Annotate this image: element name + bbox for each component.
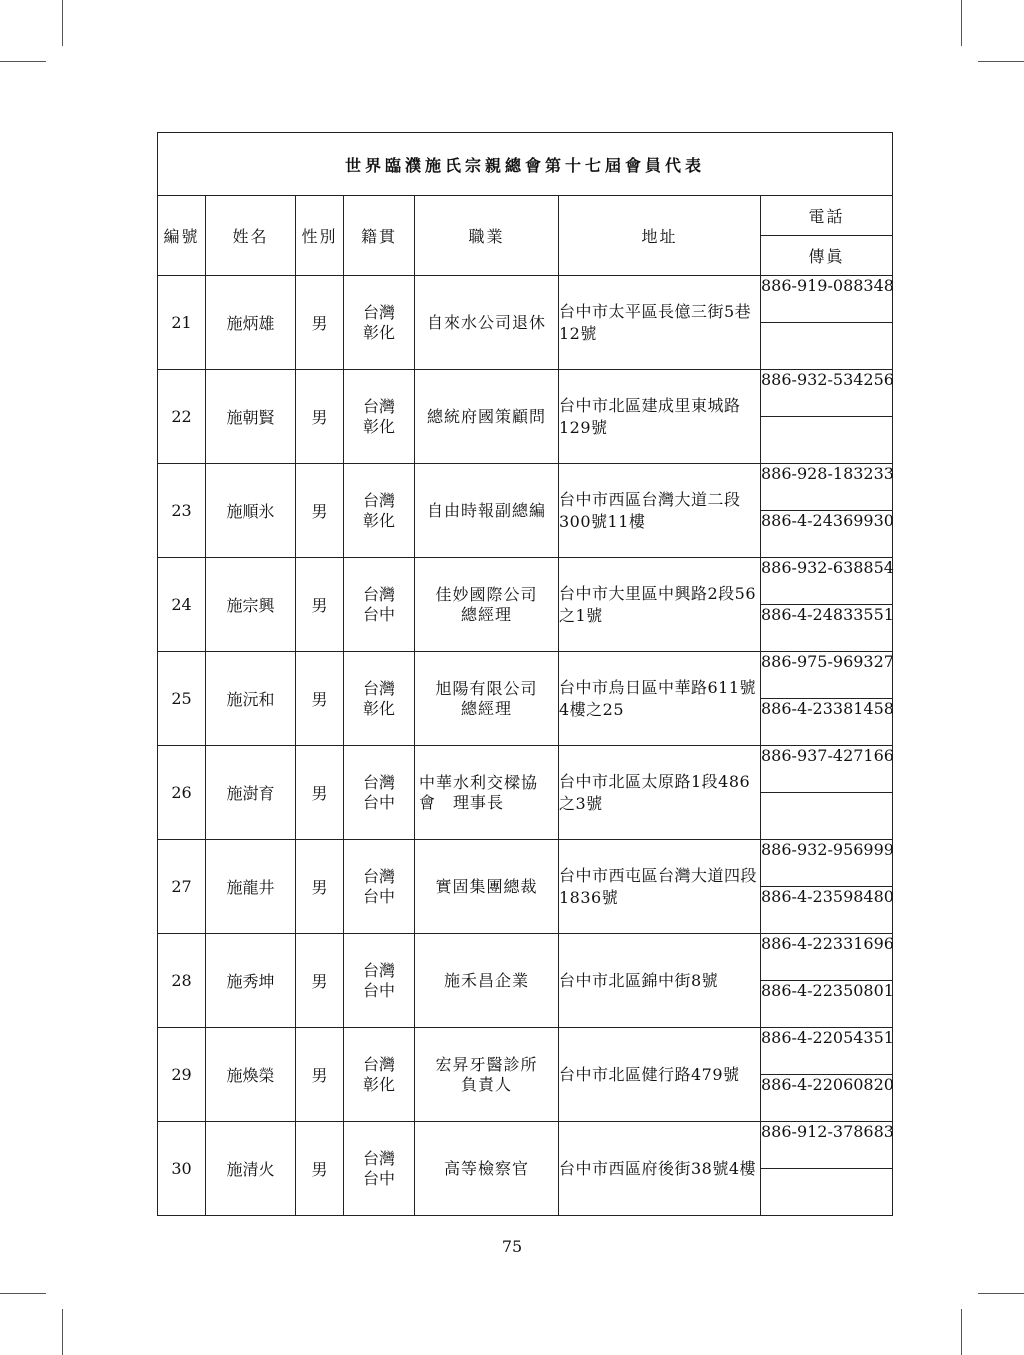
table-row	[158, 464, 893, 511]
cell-gender: 男	[296, 1122, 344, 1216]
cell-fax: 886-4-22350801	[761, 981, 893, 1028]
cell-phone: 886-4-22331696	[761, 934, 893, 981]
cell-gender: 男	[296, 652, 344, 746]
cell-fax: 886-4-22060820	[761, 1075, 893, 1122]
cell-address: 台中市西屯區台灣大道四段1836號	[559, 840, 761, 934]
cell-number: 30	[158, 1122, 206, 1216]
cell-phone: 886-932-638854	[761, 558, 893, 605]
occupation-line: 宏昇牙醫診所	[435, 1054, 538, 1074]
origin-country: 台灣	[362, 1054, 395, 1074]
origin-county: 台中	[362, 792, 395, 812]
cell-gender: 男	[296, 1028, 344, 1122]
header-occupation: 職業	[415, 196, 559, 276]
crop-mark	[62, 1309, 63, 1355]
cell-number: 29	[158, 1028, 206, 1122]
origin-country: 台灣	[362, 960, 395, 980]
cell-phone: 886-928-183233	[761, 464, 893, 511]
origin-county: 彰化	[362, 416, 395, 436]
cell-number: 22	[158, 370, 206, 464]
cell-name: 施炳雄	[206, 276, 296, 370]
origin-country: 台灣	[362, 584, 395, 604]
cell-occupation	[415, 840, 559, 934]
cell-phone: 886-932-956999	[761, 840, 893, 887]
occupation-line: 高等檢察官	[443, 1158, 529, 1178]
cell-address: 台中市西區台灣大道二段300號11樓	[559, 464, 761, 558]
table-row	[158, 652, 893, 699]
table-row	[158, 1028, 893, 1075]
cell-origin	[344, 1028, 415, 1122]
origin-county: 台中	[362, 886, 395, 906]
cell-gender: 男	[296, 558, 344, 652]
cell-origin	[344, 558, 415, 652]
occupation-line: 總經理	[460, 698, 512, 718]
cell-origin	[344, 934, 415, 1028]
table-row	[158, 1122, 893, 1169]
cell-number: 28	[158, 934, 206, 1028]
table-row	[158, 746, 893, 793]
crop-mark	[62, 0, 63, 46]
crop-mark	[961, 0, 962, 46]
cell-address: 台中市太平區長億三街5巷12號	[559, 276, 761, 370]
cell-fax: 886-4-23598480	[761, 887, 893, 934]
cell-origin	[344, 370, 415, 464]
cell-address: 台中市大里區中興路2段56之1號	[559, 558, 761, 652]
cell-number: 21	[158, 276, 206, 370]
cell-gender: 男	[296, 746, 344, 840]
cell-fax	[761, 417, 893, 464]
occupation-line: 實固集團總裁	[435, 876, 538, 896]
origin-country: 台灣	[362, 678, 395, 698]
header-phone: 電話	[761, 196, 893, 236]
cell-number: 23	[158, 464, 206, 558]
page-number: 75	[501, 1237, 523, 1256]
cell-name: 施煥榮	[206, 1028, 296, 1122]
cell-address: 台中市烏日區中華路611號4樓之25	[559, 652, 761, 746]
crop-mark	[0, 1293, 46, 1294]
crop-mark	[978, 1293, 1024, 1294]
cell-address: 台中市北區錦中街8號	[559, 934, 761, 1028]
cell-phone: 886-912-378683	[761, 1122, 893, 1169]
cell-gender: 男	[296, 370, 344, 464]
table-row	[158, 276, 893, 323]
cell-name: 施宗興	[206, 558, 296, 652]
occupation-line: 負責人	[460, 1074, 512, 1094]
cell-occupation	[415, 276, 559, 370]
cell-occupation	[415, 464, 559, 558]
cell-address: 台中市北區健行路479號	[559, 1028, 761, 1122]
cell-gender: 男	[296, 464, 344, 558]
cell-gender: 男	[296, 840, 344, 934]
table-row	[158, 934, 893, 981]
occupation-line: 旭陽有限公司	[435, 678, 538, 698]
cell-gender: 男	[296, 934, 344, 1028]
cell-name: 施清火	[206, 1122, 296, 1216]
cell-occupation	[415, 934, 559, 1028]
cell-name: 施澍育	[206, 746, 296, 840]
cell-address: 台中市北區建成里東城路129號	[559, 370, 761, 464]
member-roster-table	[157, 132, 893, 1216]
origin-county: 台中	[362, 604, 395, 624]
occupation-line: 總統府國策顧問	[426, 406, 546, 426]
origin-county: 彰化	[362, 322, 395, 342]
header-gender: 性別	[296, 196, 344, 276]
cell-fax: 886-4-24369930	[761, 511, 893, 558]
cell-occupation	[415, 370, 559, 464]
cell-name: 施沅和	[206, 652, 296, 746]
cell-origin	[344, 1122, 415, 1216]
cell-name: 施龍井	[206, 840, 296, 934]
table-row	[158, 370, 893, 417]
occupation-line: 自來水公司退休	[426, 312, 546, 332]
header-name: 姓名	[206, 196, 296, 276]
cell-phone: 886-932-534256	[761, 370, 893, 417]
cell-origin	[344, 276, 415, 370]
cell-number: 26	[158, 746, 206, 840]
origin-county: 彰化	[362, 510, 395, 530]
cell-fax: 886-4-24833551	[761, 605, 893, 652]
table-row	[158, 840, 893, 887]
header-number: 編號	[158, 196, 206, 276]
origin-country: 台灣	[362, 302, 395, 322]
cell-fax	[761, 1169, 893, 1216]
cell-name: 施朝賢	[206, 370, 296, 464]
header-address: 地址	[559, 196, 761, 276]
origin-county: 台中	[362, 1168, 395, 1188]
crop-mark	[978, 61, 1024, 62]
cell-fax: 886-4-23381458	[761, 699, 893, 746]
origin-country: 台灣	[362, 1148, 395, 1168]
cell-origin	[344, 840, 415, 934]
cell-number: 25	[158, 652, 206, 746]
origin-country: 台灣	[362, 396, 395, 416]
table-row	[158, 558, 893, 605]
cell-fax	[761, 793, 893, 840]
occupation-line: 會 理事長	[419, 792, 505, 812]
cell-occupation	[415, 1028, 559, 1122]
cell-gender: 男	[296, 276, 344, 370]
crop-mark	[0, 61, 46, 62]
origin-country: 台灣	[362, 490, 395, 510]
crop-mark	[961, 1309, 962, 1355]
cell-number: 27	[158, 840, 206, 934]
cell-address: 台中市北區太原路1段486之3號	[559, 746, 761, 840]
occupation-line: 自由時報副總編	[426, 500, 546, 520]
occupation-line: 中華水利交樑協	[419, 772, 539, 792]
cell-name: 施秀坤	[206, 934, 296, 1028]
cell-occupation	[415, 652, 559, 746]
header-origin: 籍貫	[344, 196, 415, 276]
cell-origin	[344, 464, 415, 558]
origin-county: 台中	[362, 980, 395, 1000]
origin-country: 台灣	[362, 866, 395, 886]
cell-number: 24	[158, 558, 206, 652]
origin-county: 彰化	[362, 1074, 395, 1094]
origin-country: 台灣	[362, 772, 395, 792]
cell-origin	[344, 746, 415, 840]
occupation-line: 施禾昌企業	[443, 970, 529, 990]
occupation-line: 總經理	[460, 604, 512, 624]
cell-name: 施順氷	[206, 464, 296, 558]
cell-phone: 886-4-22054351	[761, 1028, 893, 1075]
origin-county: 彰化	[362, 698, 395, 718]
cell-phone: 886-975-969327	[761, 652, 893, 699]
cell-occupation	[415, 746, 559, 840]
occupation-line: 佳妙國際公司	[435, 584, 538, 604]
cell-address: 台中市西區府後街38號4樓	[559, 1122, 761, 1216]
cell-occupation	[415, 1122, 559, 1216]
cell-phone: 886-919-088348	[761, 276, 893, 323]
page-title: 世界臨濮施氏宗親總會第十七屆會員代表	[158, 133, 893, 196]
header-fax: 傳眞	[761, 236, 893, 276]
cell-occupation	[415, 558, 559, 652]
cell-origin	[344, 652, 415, 746]
cell-phone: 886-937-427166	[761, 746, 893, 793]
cell-fax	[761, 323, 893, 370]
